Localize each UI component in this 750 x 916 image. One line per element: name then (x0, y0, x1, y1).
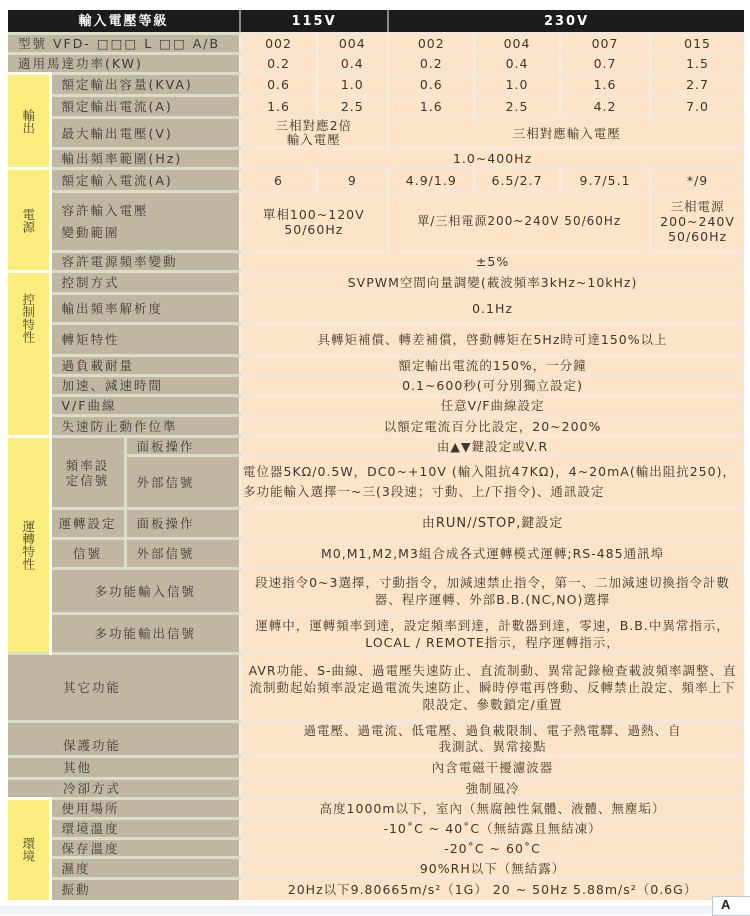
cell: 由RUN//STOP,鍵設定 (240, 509, 744, 539)
protection-label: 保護功能 (8, 722, 240, 757)
cell: 1.6 (560, 74, 650, 96)
others-label: 其他 (8, 757, 240, 779)
ambient-temp-label: 環境溫度 (50, 819, 240, 839)
cell: 運轉中，運轉頻率到達，設定頻率到達，計數器到達，零速，B.B.中異常指示，LOCAL / REMOTE指示，程序運轉指示， (240, 614, 744, 654)
cell: ±5% (240, 252, 744, 272)
resolution-label: 輸出頻率解析度 (50, 294, 240, 324)
cell: 002 (388, 34, 474, 54)
cell: 0.1~600秒(可分別獨立設定) (240, 376, 744, 396)
multi-input-label: 多功能輸入信號 (50, 569, 240, 614)
row-location (8, 799, 744, 819)
row-run-panel (8, 509, 744, 539)
location-label: 使用場所 (50, 799, 240, 819)
external-signal-label: 外部信號 (125, 456, 240, 509)
header-voltage-class: 輸入電壓等級 (8, 10, 240, 34)
cell: 單相100~120V 50/60Hz (240, 192, 388, 252)
row-control-method (8, 272, 744, 294)
row-torque (8, 324, 744, 356)
cell: 002 (240, 34, 317, 54)
font-size-toggle-button[interactable]: A (712, 896, 750, 916)
cell: 1.0 (474, 74, 560, 96)
cell: AVR功能、S-曲線、過電壓失速防止、直流制動、異常記錄檢查載波頻率調整、直流制動起始頻率設定過電流失速防止、瞬時停電再啓動、反轉禁止設定、頻率上下限設定、參數鎖定/重置 (240, 654, 744, 722)
cell: 2.5 (317, 96, 388, 118)
row-vf (8, 396, 744, 416)
input-voltage-label (50, 192, 240, 252)
cell: 0.7 (560, 54, 650, 74)
input-voltage-label-1: 容許輸入電壓 (61, 202, 149, 218)
cell: 2.5 (474, 96, 560, 118)
row-vibration (8, 879, 744, 900)
cell: 具轉矩補償、轉差補償，啓動轉矩在5Hz時可達150%以上 (240, 324, 744, 356)
cell: 9 (317, 169, 388, 192)
torque-label: 轉矩特性 (50, 324, 240, 356)
run-signal-label: 信號 (50, 539, 125, 569)
row-other-functions (8, 654, 744, 722)
row-run-external (8, 539, 744, 569)
row-output-kva (8, 74, 744, 96)
cell: 額定輸出電流的150%，一分鐘 (240, 356, 744, 376)
cell: 004 (317, 34, 388, 54)
category-control-label: 控制特性 (20, 293, 36, 343)
row-others (8, 757, 744, 779)
cell: M0,M1,M2,M3組合成各式運轉模式運轉;RS-485通訊埠 (240, 539, 744, 569)
control-method-label: 控制方式 (50, 272, 240, 294)
cell: 4.9/1.9 (388, 169, 474, 192)
row-freq-variation (8, 252, 744, 272)
cell: 0.1Hz (240, 294, 744, 324)
row-output-current (8, 96, 744, 118)
row-model (8, 34, 744, 54)
cell: 0.4 (474, 54, 560, 74)
cell: 段速指令0~3選擇，寸動指令，加減速禁止指令，第一、二加減速切換指令計數器、程序運轉、外部B.B.(NC,NO)選擇 (240, 569, 744, 614)
header-230v: 230V (388, 10, 744, 34)
cell: 6 (240, 169, 317, 192)
cell: 內含電磁干擾濾波器 (240, 757, 744, 779)
run-set-label: 運轉設定 (50, 509, 125, 539)
freq-range-label: 輸出頻率範圍(Hz) (50, 149, 240, 169)
cell: 0.2 (240, 54, 317, 74)
cell: 2.7 (650, 74, 744, 96)
row-motor (8, 54, 744, 74)
category-output: 輸出 (8, 74, 50, 169)
row-cooling (8, 779, 744, 799)
freq-signal-label: 頻率設定信號 (50, 437, 125, 509)
category-control (8, 272, 50, 437)
cell: 三相電源 200~240V 50/60Hz (650, 192, 744, 252)
row-multi-output (8, 614, 744, 654)
cell: 1.6 (388, 96, 474, 118)
cell: 0.4 (317, 54, 388, 74)
overload-label: 過負載耐量 (50, 356, 240, 376)
cell: 007 (560, 34, 650, 54)
cooling-label: 冷卻方式 (8, 779, 240, 799)
category-operation: 運轉特性 (8, 437, 50, 654)
cell: 電位器5KΩ/0.5W，DC0~+10V (輸入阻抗47KΩ)，4~20mA(輸出阻抗250)，多功能輸入選擇一~三(3段速；寸動、上/下指令)、通訊設定 (240, 456, 744, 509)
row-humidity (8, 858, 744, 879)
cell: 強制風冷 (240, 779, 744, 799)
panel-op-label: 面板操作 (125, 437, 240, 456)
category-power: 電源 (8, 169, 50, 272)
max-voltage-label: 最大輸出電壓(V) (50, 118, 240, 149)
cell: 三相對應輸入電壓 (388, 118, 744, 149)
cell: 過電壓、過電流、低電壓、過負載限制、電子熱電驛、過熱、自我測試、異常接點 (240, 722, 744, 757)
motor-label: 適用馬達功率(KW) (8, 54, 240, 74)
cell: 015 (650, 34, 744, 54)
header-115v: 115V (240, 10, 388, 34)
freq-variation-label: 容許電源頻率變動 (50, 252, 240, 272)
row-ambient-temp (8, 819, 744, 839)
cell: 4.2 (560, 96, 650, 118)
accel-label: 加速、減速時間 (50, 376, 240, 396)
cell: 任意V/F曲線設定 (240, 396, 744, 416)
multi-output-label: 多功能輸出信號 (50, 614, 240, 654)
category-environment: 環境 (8, 799, 50, 900)
run-panel-label: 面板操作 (125, 509, 240, 539)
cell: 1.6 (240, 96, 317, 118)
row-output-voltage (8, 118, 744, 149)
input-current-label: 額定輸入電流(A) (50, 169, 240, 192)
cell: 7.0 (650, 96, 744, 118)
cell: -20˚C ~ 60˚C (240, 839, 744, 858)
row-output-freq (8, 149, 744, 169)
run-external-label: 外部信號 (125, 539, 240, 569)
row-multi-input (8, 569, 744, 614)
row-freq-panel (8, 437, 744, 456)
storage-temp-label: 保存溫度 (50, 839, 240, 858)
cell: 0.6 (240, 74, 317, 96)
input-voltage-label-2: 變動範圍 (61, 224, 120, 240)
row-protection (8, 722, 744, 757)
stall-label: 失速防止動作位準 (50, 416, 240, 437)
cell: 1.5 (650, 54, 744, 74)
spec-table (8, 10, 744, 900)
cell: 20Hz以下9.80665m/s²（1G） 20 ~ 50Hz 5.88m/s²（0.6G） (240, 879, 744, 900)
cell: 1.0 (317, 74, 388, 96)
cell: 6.5/2.7 (474, 169, 560, 192)
row-overload (8, 356, 744, 376)
cell: 三相對應2倍輸入電壓 (240, 118, 388, 149)
row-storage-temp (8, 839, 744, 858)
model-label: 型號 VFD- □□□ L □□ A/B (8, 34, 240, 54)
cell: 1.0~400Hz (240, 149, 744, 169)
footer-bar (0, 906, 750, 914)
cell: 由▲▼鍵設定或V.R (240, 437, 744, 456)
cell: 以額定電流百分比設定，20~200% (240, 416, 744, 437)
cell: 90%RH以下（無結露） (240, 858, 744, 879)
cell: 高度1000m以下，室內（無腐蝕性氣體、液體、無塵垢） (240, 799, 744, 819)
row-accel (8, 376, 744, 396)
row-resolution (8, 294, 744, 324)
other-functions-label: 其它功能 (8, 654, 240, 722)
humidity-label: 濕度 (50, 858, 240, 879)
cell: 004 (474, 34, 560, 54)
output-current-label: 額定輸出電流(A) (50, 96, 240, 118)
cell: 0.2 (388, 54, 474, 74)
vibration-label: 振動 (50, 879, 240, 900)
vf-label: V/F曲線 (50, 396, 240, 416)
header-row (8, 10, 744, 34)
cell: -10˚C ~ 40˚C（無結露且無結凍） (240, 819, 744, 839)
row-input-current (8, 169, 744, 192)
cell: SVPWM空間向量調變(載波頻率3kHz~10kHz) (240, 272, 744, 294)
cell: 0.6 (388, 74, 474, 96)
row-input-voltage (8, 192, 744, 252)
cell: 單/三相電源200~240V 50/60Hz (388, 192, 650, 252)
row-stall (8, 416, 744, 437)
cell: 9.7/5.1 (560, 169, 650, 192)
cell: */9 (650, 169, 744, 192)
kva-label: 額定輸出容量(KVA) (50, 74, 240, 96)
